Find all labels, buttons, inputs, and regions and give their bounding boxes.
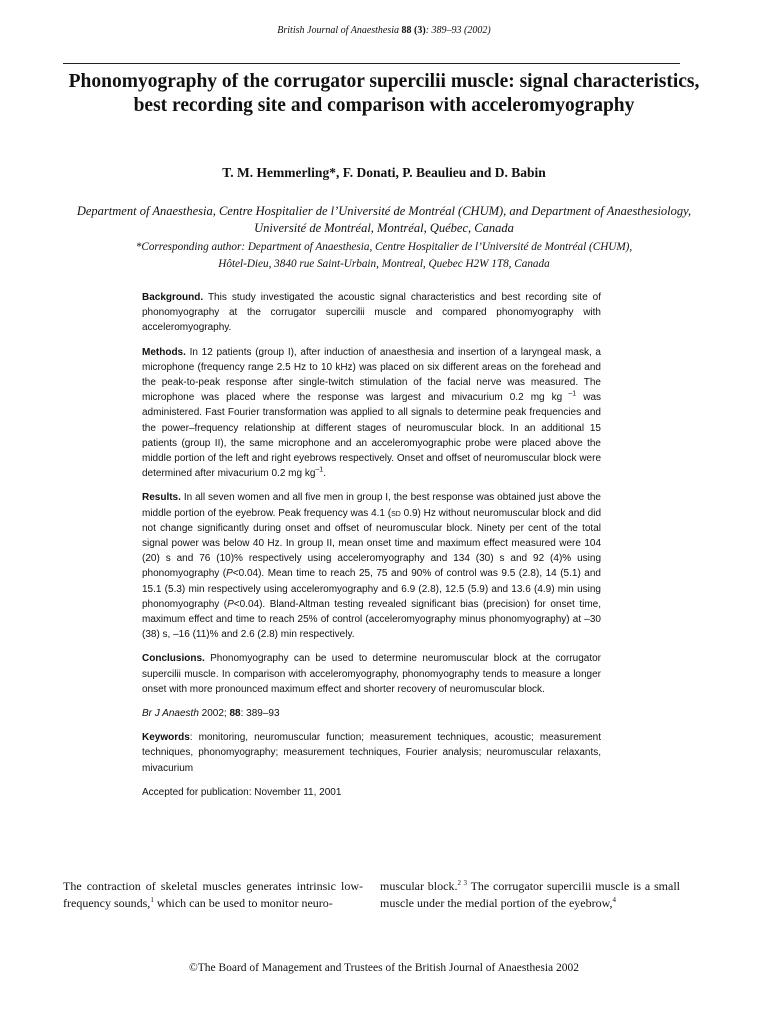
methods-sup-2: –1: [315, 466, 324, 474]
citation-year: 2002;: [198, 708, 230, 720]
left-text-b: which can be used to monitor neuro-: [153, 896, 333, 910]
abstract-methods: [142, 345, 601, 482]
background-text: This study investigated the acoustic signal characteristics and best recording site of phonomyography at the corrugator supercilii muscle and compared phonomyography with acceleromyography.: [142, 292, 601, 334]
keywords: [142, 730, 601, 776]
conclusions-heading: Conclusions.: [142, 653, 205, 665]
corresponding-author: [60, 239, 708, 273]
results-text-d: <0.04). Bland-Altman testing revealed significant bias (precision) for onset time, maximum effect and time to reach 25% of control (acceleromyography minus phonomyography) at –30 (38) s, –16 (11)% and 2.6 (2.8) min respectively.: [142, 598, 601, 641]
accepted-date: Accepted for publication: November 11, 2001: [142, 786, 342, 798]
journal-issue: (3): [414, 25, 426, 36]
methods-heading: Methods.: [142, 346, 186, 358]
methods-text-a: In 12 patients (group I), after induction of anaesthesia and insertion of a laryngeal mask, a microphone (frequency range 2.5 Hz to 10 kHz) was placed on six different areas on the forehead and the peak-to-peak response after single-twitch stimulation of the facial nerve was measured. The microphone was placed where the response was largest and mivacurium 0.2 mg kg: [142, 346, 601, 404]
citation-journal: Br J Anaesth: [142, 708, 199, 720]
abstract-background: [142, 290, 601, 336]
left-text-a: The contraction of skeletal muscles generates intrinsic low-frequency sounds,: [63, 879, 363, 910]
left-sup: 1: [150, 896, 154, 904]
results-text-b: 0.9) Hz without neuromuscular block and did not change significantly during onset and offset of neuromuscular block. Ninety per cent of the total signal power was below 40 Hz. In group II, mean onset time and maximum effect measured were 104 (20) s and 76 (10)% respectively using acceleromyography and 134 (30) s and 92 (4)% using phonomyography (: [142, 507, 602, 580]
results-sd: sd: [391, 507, 401, 519]
journal-volume: 88: [401, 25, 412, 36]
results-text-a: In all seven women and all five men in group I, the best response was obtained just above the middle portion of the eyebrow. Peak frequency was 4.1 (: [142, 492, 601, 519]
right-sup-1: 2 3: [457, 879, 468, 887]
author-list: T. M. Hemmerling*, F. Donati, P. Beaulieu and D. Babin: [222, 165, 546, 180]
results-p-2: P: [227, 598, 234, 610]
body-column-left: [63, 878, 363, 912]
corresponding-line-2: Hôtel-Dieu, 3840 rue Saint-Urbain, Montreal, Quebec H2W 1T8, Canada: [218, 258, 550, 270]
keywords-text: : monitoring, neuromuscular function; measurement techniques, acoustic; measurement techniques, phonomyography; measurement techniques, Fourier analysis; neuromuscular relaxants, mivacurium: [142, 732, 601, 774]
header-rule: [63, 63, 680, 64]
copyright-footer: ©The Board of Management and Trustees of the British Journal of Anaesthesia 2002: [188, 962, 580, 974]
affiliation: Department of Anaesthesia, Centre Hospitalier de l’Université de Montréal (CHUM), and Department of Anaesthesiology, Université de Montréal, Montréal, Québec, Canada: [76, 204, 692, 235]
methods-text-b: was administered. Fast Fourier transformation was applied to all signals to determine peak frequencies and the power–frequency relationship at different stages of neuromuscular block. In an additional 15 patients (group II), the same microphone and an acceleromyographic probe were placed above the middle portion of the left and right eyebrows respectively. Onset and offset of neuromuscular block were determined after mivacurium 0.2 mg kg: [142, 392, 602, 480]
citation-volume: 88: [229, 708, 241, 720]
right-text-a: muscular block.: [380, 879, 458, 893]
abstract-conclusions: [142, 651, 601, 697]
right-sup-2: 4: [612, 896, 616, 904]
abstract: [142, 290, 601, 809]
results-heading: Results.: [142, 492, 181, 504]
right-text-b: The corrugator supercilii muscle is a small muscle under the medial portion of the eyebrow,: [380, 879, 681, 910]
citation-pages: : 389–93: [240, 708, 280, 720]
background-heading: Background.: [142, 292, 204, 303]
conclusions-text: Phonomyography can be used to determine neuromuscular block at the corrugator supercilii muscle. In comparison with acceleromyography, phonomyography tends to measure a longer onset with more pronounced maximum effect and shorter recovery of neuromuscular block.: [142, 653, 601, 695]
results-p-1: P: [226, 568, 233, 580]
methods-text-c: .: [323, 468, 326, 480]
journal-pages: : 389–93 (2002): [425, 25, 491, 36]
citation: [142, 706, 601, 721]
journal-header: [0, 25, 768, 36]
journal-name: British Journal of Anaesthesia: [277, 25, 400, 36]
corresponding-line-1: *Corresponding author: Department of Anaesthesia, Centre Hospitalier de l’Université de Montréal (CHUM),: [135, 241, 633, 253]
keywords-heading: Keywords: [142, 732, 190, 744]
methods-sup-1: –1: [562, 390, 577, 398]
results-text-c: <0.04). Mean time to reach 25, 75 and 90% of control was 9.5 (2.8), 14 (5.1) and 15.1 (5.3) min respectively using acceleromyography and 6.9 (2.8), 12.5 (5.9) and 13.6 (4.9) min using phonomyography (: [142, 568, 601, 610]
body-column-right: [380, 878, 680, 912]
article-title: Phonomyography of the corrugator supercilii muscle: signal characteristics, best recording site and comparison with acceleromyography: [68, 71, 700, 116]
abstract-results: [142, 490, 601, 642]
